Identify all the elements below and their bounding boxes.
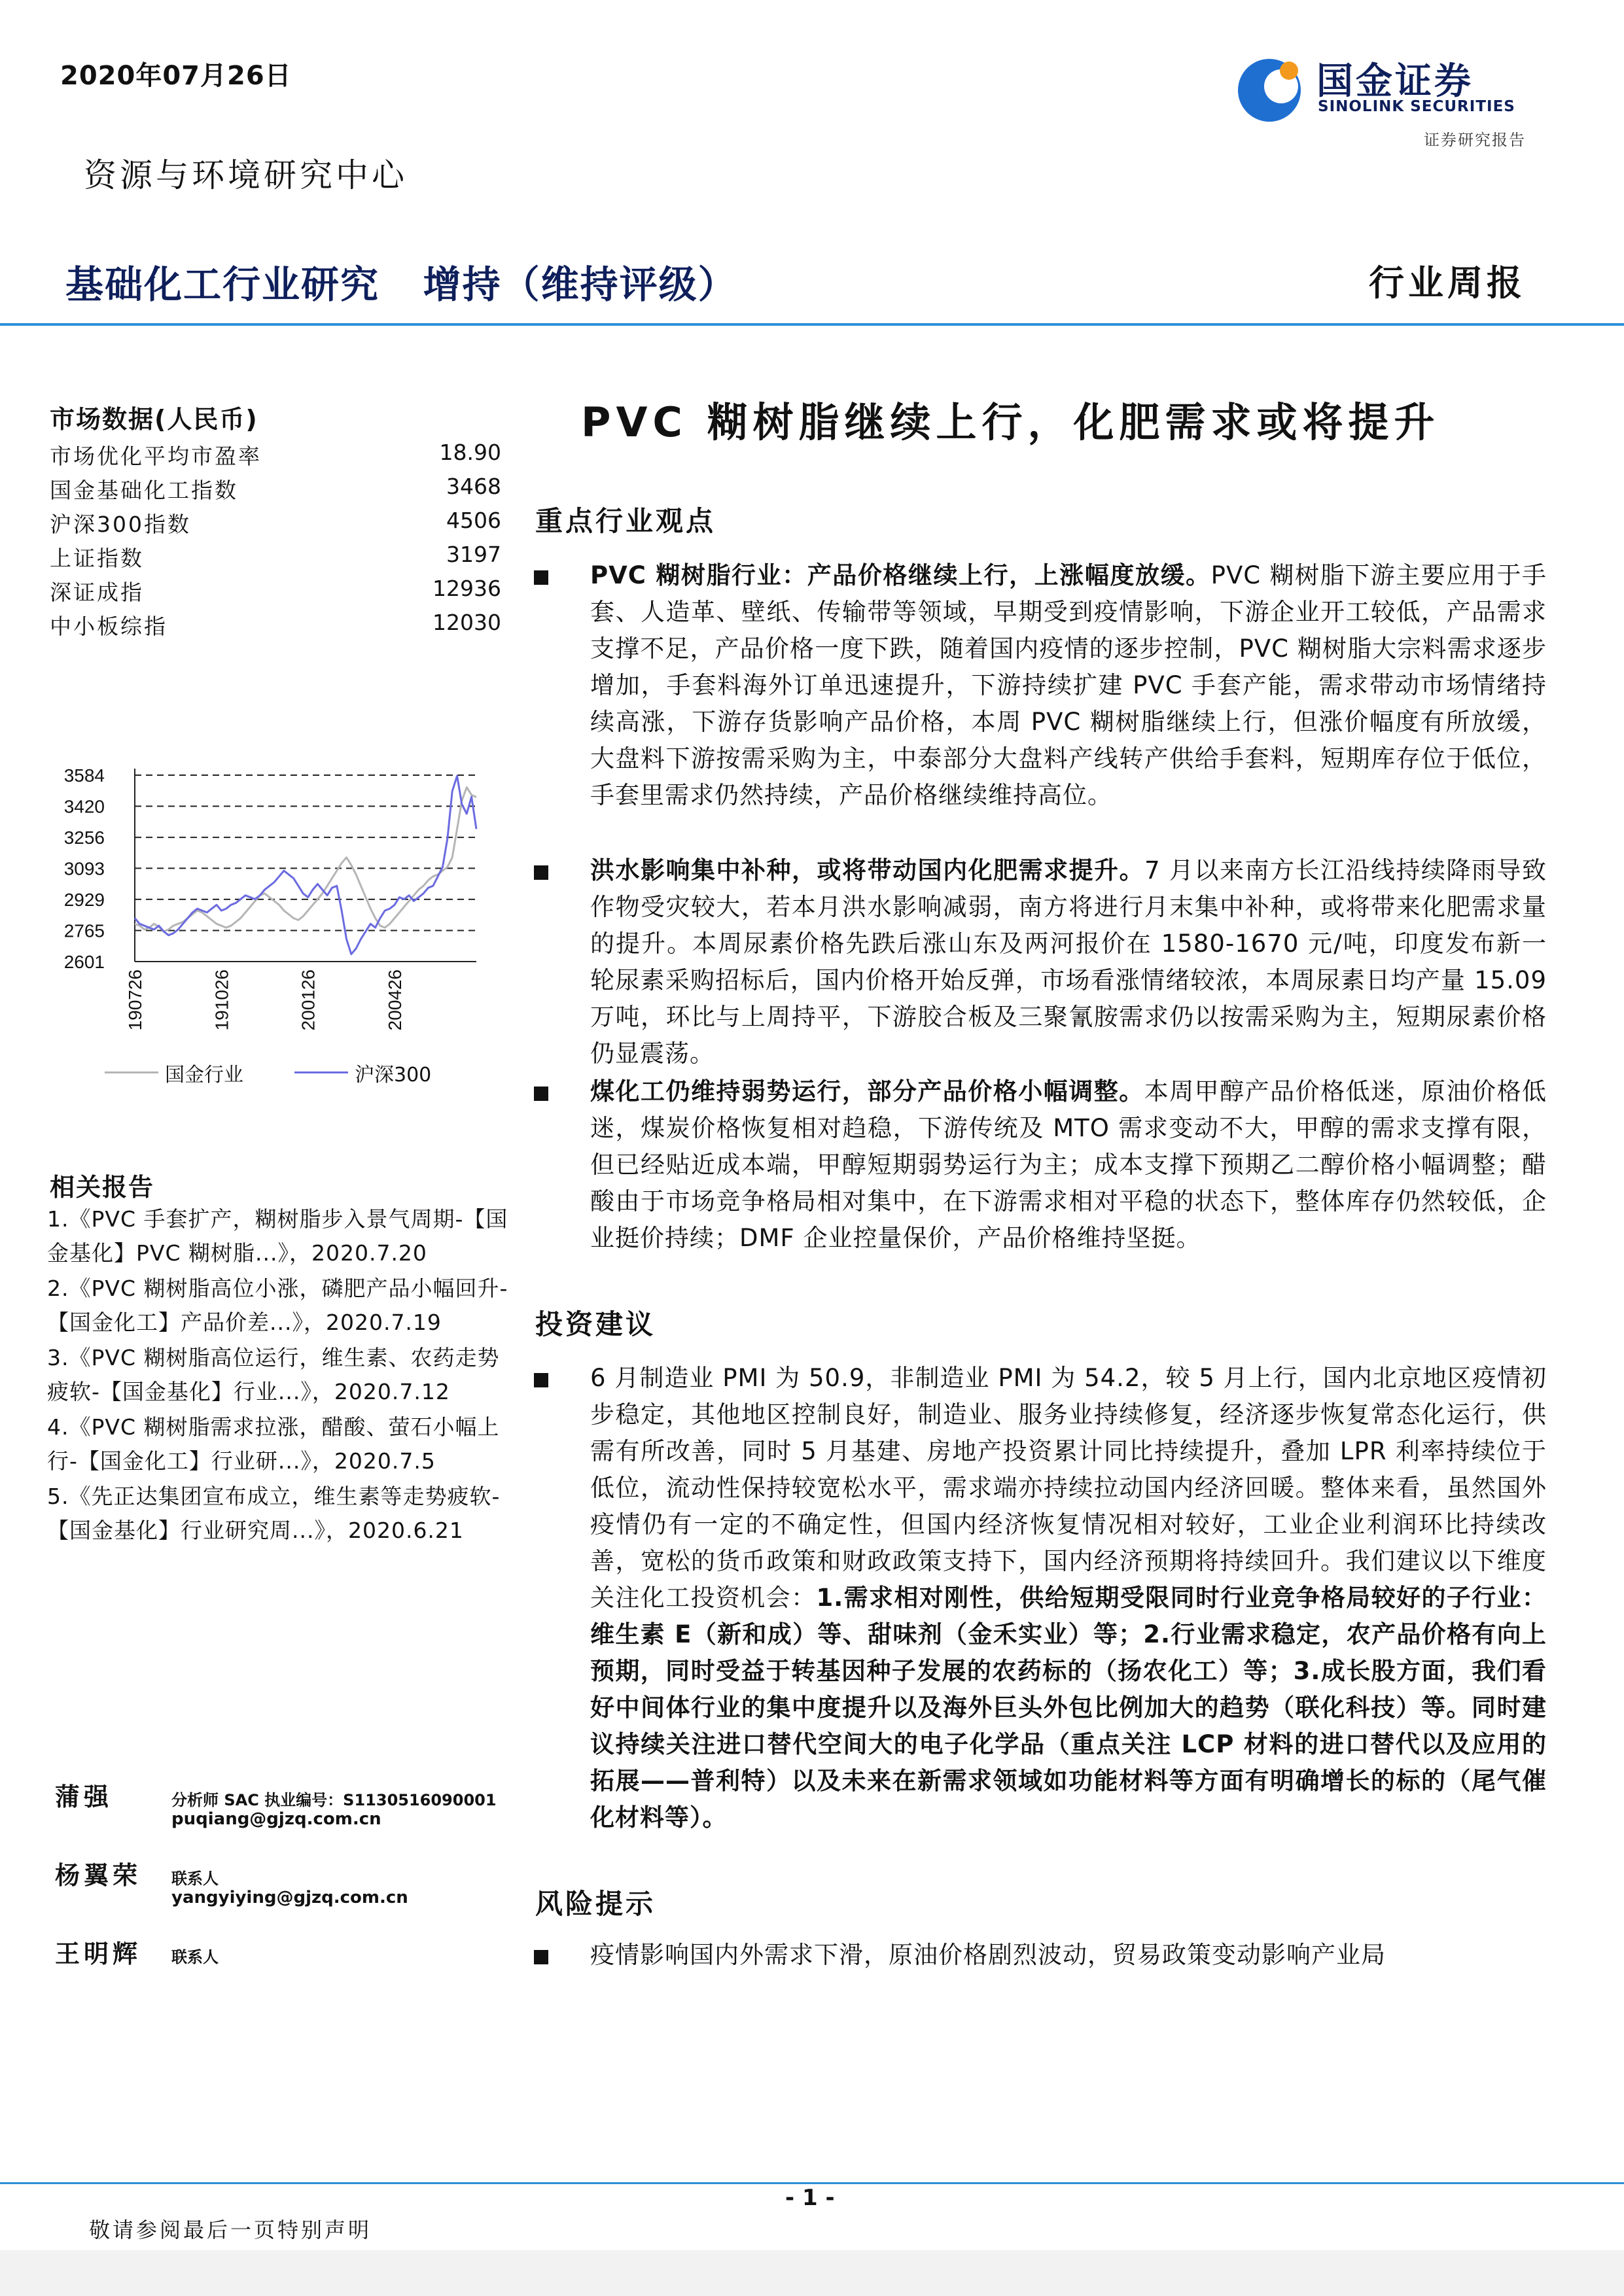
research-center-name: 资源与环境研究中心 — [84, 156, 408, 194]
analyst-role: 联系人 — [171, 1948, 219, 1966]
paragraph-body: 7 月以来南方长江沿线持续降雨导致作物受灾较大，若本月洪水影响减弱，南方将进行月末集中补种，或将带来化肥需求量的提升。本周尿素价格先跌后涨山东及两河报价在 1580-1670 元/吨，印度发布新一轮尿素采购招标后，国内价格开始反弹，市场看涨情绪较浓，本周尿素日均产量 15.09 万吨，环比与上周持平，下游胶合板及三聚氰胺需求仍以按需采购为主，短期尿素价格仍显震荡。 — [590, 856, 1547, 1068]
related-report-link[interactable]: 3.《PVC 糊树脂高位运行，维生素、农药走势疲软-【国金基化】行业...》，2020.7.12 — [47, 1345, 500, 1404]
paragraph-investment — [590, 1360, 1547, 1836]
footer-divider — [0, 2182, 1624, 2184]
logo-english-name: SINOLINK SECURITIES — [1318, 98, 1515, 115]
related-report-link[interactable]: 4.《PVC 糊树脂需求拉涨，醋酸、萤石小幅上行-【国金化工】行业研...》，2020.7.5 — [47, 1414, 500, 1474]
y-tick-label: 2765 — [63, 920, 105, 941]
bullet-icon — [534, 1087, 548, 1101]
logo-name: 国金证券 — [1316, 60, 1474, 103]
report-date: 2020年07月26日 — [60, 61, 292, 91]
y-tick-label: 3093 — [63, 858, 105, 879]
y-tick-label: 3256 — [63, 827, 105, 848]
x-tick-label: 191026 — [211, 969, 232, 1031]
chart-legend — [105, 1058, 497, 1087]
related-report-link[interactable]: 1.《PVC 手套扩产，糊树脂步入景气周期-【国金基化】PVC 糊树脂...》，2020.7.20 — [47, 1206, 508, 1266]
report-type: 行业周报 — [1369, 262, 1526, 304]
paragraph-body: 6 月制造业 PMI 为 50.9，非制造业 PMI 为 54.2，较 5 月上行，国内北京地区疫情初步稳定，其他地区控制良好，制造业、服务业持续修复，经济逐步恢复常态化运行，供需有所改善，同时 5 月基建、房地产投资累计同比持续提升，叠加 LPR 利率持续位于低位，流动性保持较宽松水平，需求端亦持续拉动国内经济回暖。整体来看，虽然国外疫情仍有一定的不确定性，但国内经济恢复情况相对较好，工业企业利润环比持续改善，宽松的货币政策和财政政策支持下，国内经济预期将持续回升。我们建议以下维度关注化工投资机会： — [590, 1364, 1547, 1612]
related-report-link[interactable]: 5.《先正达集团宣布成立，维生素等走势疲软-【国金基化】行业研究周...》，2020.6.21 — [47, 1484, 501, 1543]
x-tick-label: 200126 — [298, 969, 319, 1031]
series-line — [135, 788, 476, 931]
analyst-email[interactable]: puqiang@gjzq.com.cn — [171, 1809, 381, 1829]
x-tick-label: 200426 — [385, 969, 406, 1031]
analyst-name: 王明辉 — [55, 1939, 142, 1968]
section-title-risk: 风险提示 — [535, 1888, 656, 1920]
y-tick-label: 2601 — [63, 952, 105, 972]
market-row-label: 上证指数 — [50, 546, 144, 571]
industry-rating-title: 基础化工行业研究 增持（维持评级） — [65, 262, 737, 307]
logo-subtitle: 证券研究报告 — [1424, 131, 1526, 149]
logo-mark-icon — [1231, 52, 1310, 126]
market-row-label: 国金基础化工指数 — [50, 478, 238, 503]
market-data-title: 市场数据(人民币) — [50, 405, 258, 434]
y-tick-label: 3584 — [63, 765, 105, 786]
market-row — [50, 542, 501, 576]
header-divider — [0, 323, 1624, 326]
section-title-investment: 投资建议 — [535, 1308, 656, 1340]
market-row-value: 12936 — [432, 576, 501, 601]
analyst-email[interactable]: yangyiying@gjzq.com.cn — [171, 1888, 408, 1907]
bullet-icon — [534, 865, 548, 880]
related-reports-title: 相关报告 — [50, 1173, 155, 1202]
page-number: - 1 - — [785, 2185, 835, 2211]
analyst-name: 蒲强 — [55, 1783, 113, 1811]
analyst-name: 杨翼荣 — [55, 1861, 142, 1890]
legend-swatch-industry — [105, 1071, 158, 1073]
bullet-icon — [534, 570, 548, 585]
paragraph-risk — [590, 1937, 1547, 1974]
series-line — [135, 776, 476, 954]
legend-swatch-hs300 — [294, 1071, 348, 1073]
market-row-label: 沪深300指数 — [50, 512, 191, 537]
market-row-label: 深证成指 — [50, 580, 144, 605]
paragraph-lead: 煤化工仍维持弱势运行，部分产品价格小幅调整。 — [590, 1077, 1144, 1105]
paragraph-body: PVC 糊树脂下游主要应用于手套、人造革、壁纸、传输带等领域，早期受到疫情影响，下游企业开工较低，产品需求支撑不足，产品价格一度下跌，随着国内疫情的逐步控制，PVC 糊树脂大宗料需求逐步增加，手套料海外订单迅速提升，下游持续扩建 PVC 手套产能，需求带动市场情绪持续高涨，下游存货影响产品价格，本周 PVC 糊树脂继续上行，但涨价幅度有所放缓，大盘料下游按需采购为主，中泰部分大盘料产线转产供给手套料，短期库存位于低位，手套里需求仍然持续，产品价格继续维持高位。 — [590, 561, 1547, 809]
market-row-label: 市场优化平均市盈率 — [50, 444, 262, 469]
bullet-icon — [534, 1373, 548, 1387]
paragraph-fertilizer — [590, 852, 1547, 1072]
market-row — [50, 610, 501, 644]
bullet-icon — [534, 1950, 548, 1964]
market-row-value: 3468 — [446, 474, 501, 499]
paragraph-body: 疫情影响国内外需求下滑，原油价格剧烈波动，贸易政策变动影响产业局 — [590, 1941, 1386, 1969]
paragraph-coal-chem — [590, 1073, 1547, 1257]
market-row-value: 12030 — [432, 610, 501, 635]
market-row-label: 中小板综指 — [50, 614, 168, 639]
market-row — [50, 474, 501, 508]
market-row — [50, 440, 501, 474]
paragraph-pvc — [590, 557, 1547, 814]
analyst-role: 分析师 SAC 执业编号：S1130516090001 — [171, 1791, 497, 1809]
legend-label-hs300: 沪深300 — [355, 1064, 432, 1087]
related-report-link[interactable]: 2.《PVC 糊树脂高位小涨，磷肥产品小幅回升-【国金化工】产品价差...》，2020.7.19 — [47, 1276, 508, 1335]
x-tick-label: 190726 — [125, 969, 145, 1031]
paragraph-lead: 洪水影响集中补种，或将带动国内化肥需求提升。 — [590, 856, 1145, 884]
disclaimer-note: 敬请参阅最后一页特别声明 — [89, 2218, 372, 2242]
index-chart — [39, 746, 510, 1086]
footer-bar — [0, 2250, 1624, 2296]
market-row-value: 3197 — [446, 542, 501, 567]
report-title: PVC 糊树脂继续上行，化肥需求或将提升 — [581, 398, 1440, 446]
y-tick-label: 2929 — [63, 889, 105, 910]
sinolink-logo — [1231, 52, 1544, 126]
y-tick-label: 3420 — [63, 796, 105, 817]
market-row — [50, 508, 501, 542]
legend-label-industry: 国金行业 — [165, 1064, 243, 1087]
market-row-value: 4506 — [446, 508, 501, 533]
section-title-key-views: 重点行业观点 — [535, 505, 716, 537]
market-row — [50, 576, 501, 610]
paragraph-body: 本周甲醇产品价格低迷，原油价格低迷，煤炭价格恢复相对趋稳，下游传统及 MTO 需求变动不大，甲醇的需求支撑有限，但已经贴近成本端，甲醇短期弱势运行为主；成本支撑下预期乙二醇价格小幅调整；醋酸由于市场竞争格局相对集中，在下游需求相对平稳的状态下，整体库存仍然较低，企业挺价持续；DMF 企业控量保价，产品价格维持坚挺。 — [590, 1077, 1547, 1252]
paragraph-lead: PVC 糊树脂行业：产品价格继续上行，上涨幅度放缓。 — [590, 561, 1211, 589]
paragraph-recommendation: 1.需求相对刚性，供给短期受限同时行业竞争格局较好的子行业：维生素 E（新和成）等、甜味剂（金禾实业）等；2.行业需求稳定，农产品价格有向上预期，同时受益于转基因种子发展的农药标的（扬农化工）等；3.成长股方面，我们看好中间体行业的集中度提升以及海外巨头外包比例加大的趋势（联化科技）等。同时建议持续关注进口替代空间大的电子化学品（重点关注 LCP 材料的进口替代以及应用的拓展——普利特）以及未来在新需求领域如功能材料等方面有明确增长的标的（尾气催化材料等）。 — [590, 1584, 1547, 1832]
analyst-role: 联系人 — [171, 1870, 219, 1888]
market-row-value: 18.90 — [439, 440, 501, 465]
